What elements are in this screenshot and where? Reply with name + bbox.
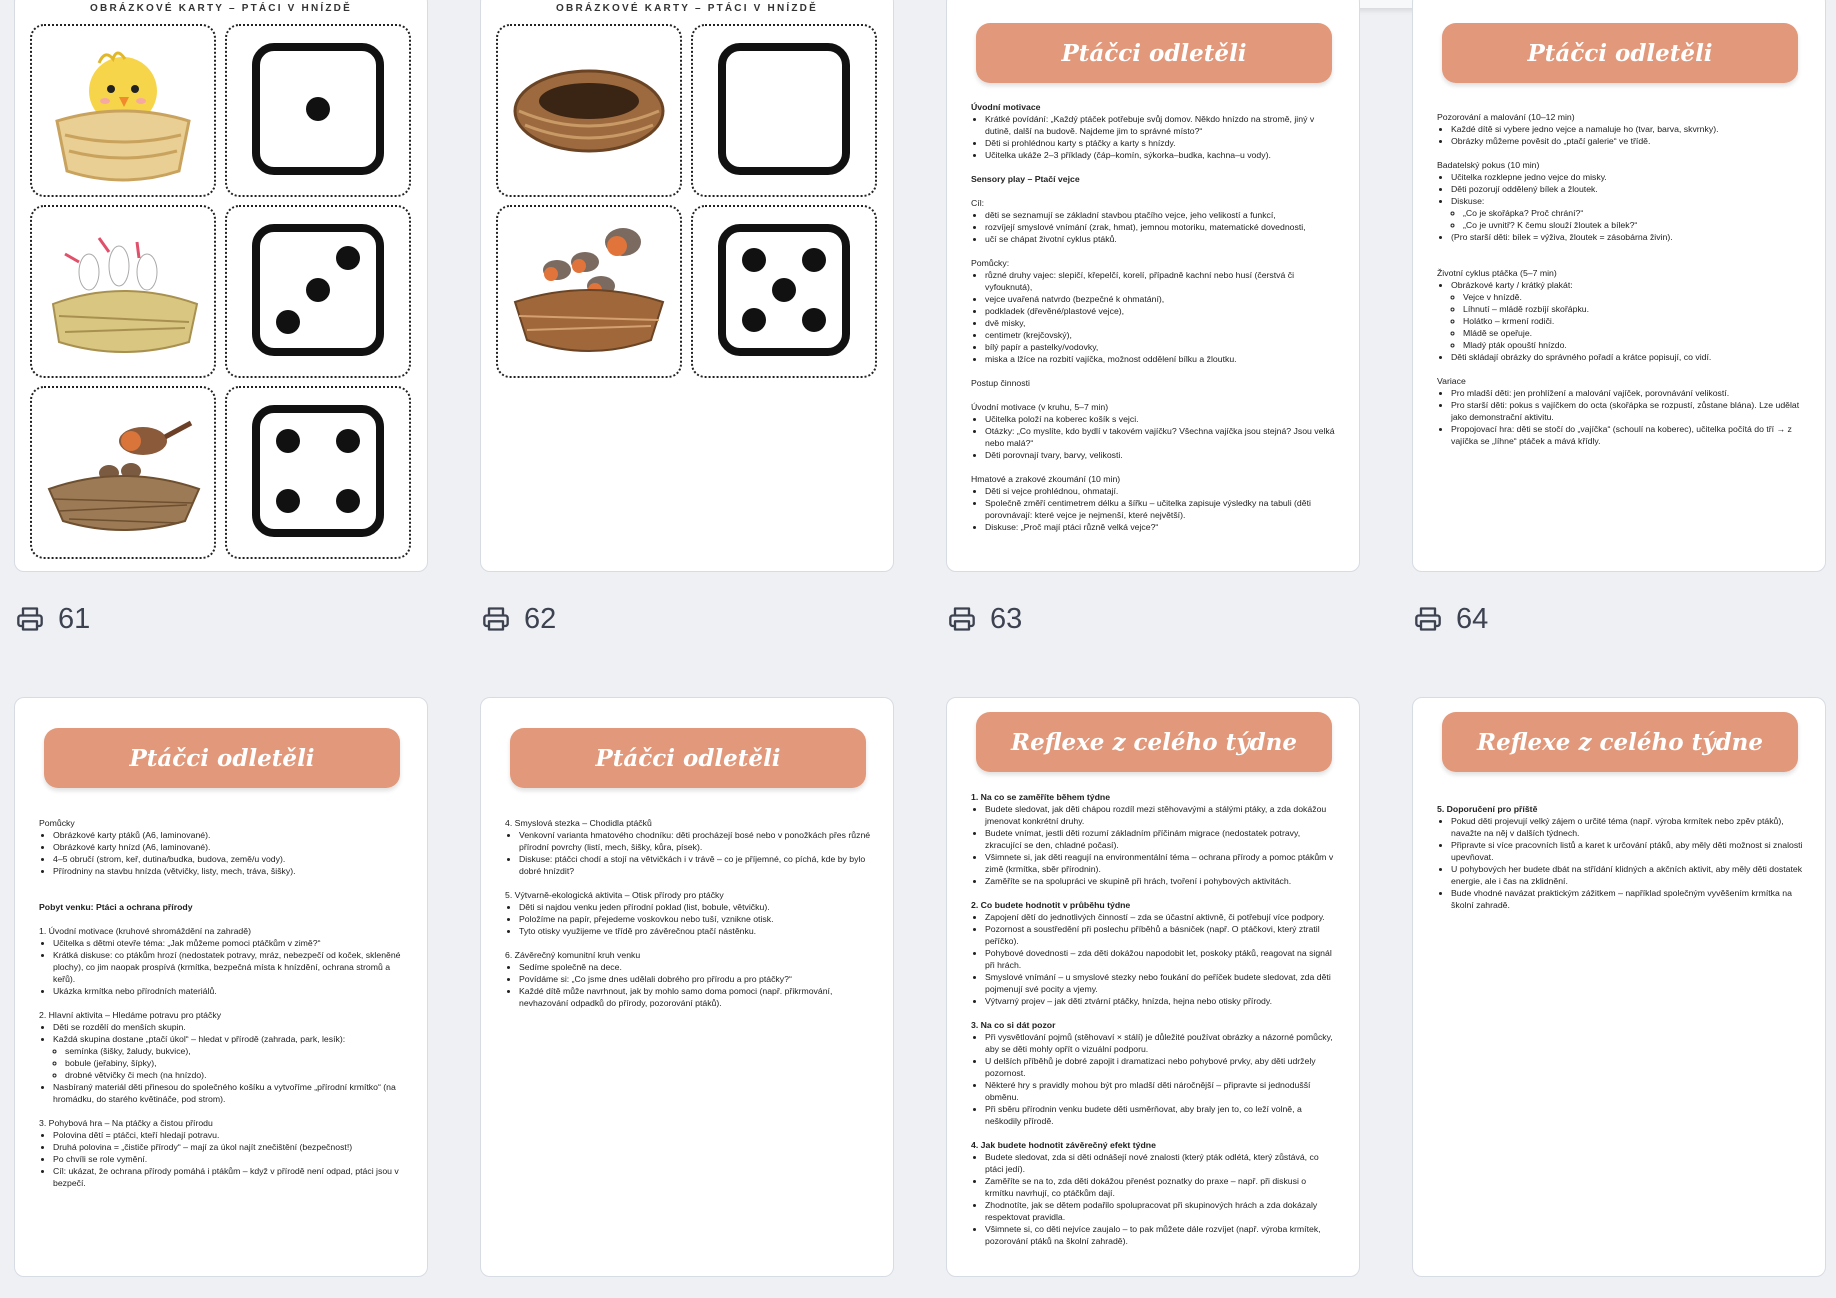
printer-icon xyxy=(948,605,976,633)
list-item: • Tyto otisky využijeme ve třídě pro závěrečnou ptačí nástěnku. xyxy=(519,925,871,937)
section-heading: Úvodní motivace xyxy=(971,102,1041,112)
section-heading: 5. Doporučení pro příště xyxy=(1437,804,1538,814)
list-item xyxy=(53,1033,405,1081)
list-item: • Zaměříte se na spolupráci ve skupině při hrách, tvoření i pohybových aktivitách. xyxy=(985,875,1337,887)
card-storks-in-nest xyxy=(30,205,216,378)
page-number-61[interactable] xyxy=(16,599,90,639)
paragraph: 5. Výtvarně-ekologická aktivita – Otisk přírody pro ptáčky xyxy=(505,890,724,900)
list-item: • Po chvíli se role vymění. xyxy=(53,1153,405,1165)
paragraph: 3. Pohybová hra – Na ptáčky a čistou přírodu xyxy=(39,1118,213,1128)
list-item: • děti se seznamují se základní stavbou ptačího vejce, jeho velikostí a funkcí, xyxy=(985,209,1337,221)
list-item xyxy=(1451,279,1803,351)
list-item: • Budete vnímat, jestli děti rozumí základním příčinám migrace (nedostatek potravy, zkracující se den, chladné počasí). xyxy=(985,827,1337,851)
page-number-62[interactable] xyxy=(482,599,556,639)
paragraph: 1. Úvodní motivace (kruhové shromáždění na zahradě) xyxy=(39,926,251,936)
page-thumbnail-62[interactable] xyxy=(480,0,894,572)
list-item: • Pro mladší děti: jen prohlížení a malování vajíček, porovnávání velikostí. xyxy=(1451,387,1803,399)
page-number-label: 64 xyxy=(1456,602,1489,635)
page-banner: Ptáčci odletěli xyxy=(1442,23,1798,83)
list-item xyxy=(1451,195,1803,231)
list-item: • Polovina dětí = ptáčci, kteří hledají potravu. xyxy=(53,1129,405,1141)
list-item: ◦ Mládě se opeřuje. xyxy=(1463,327,1803,339)
card-robins-on-nest xyxy=(496,205,682,378)
list-item: • Učitelka ukáže 2–3 příklady (čáp–komín, sýkorka–budka, kachna–u vody). xyxy=(985,149,1337,161)
page-banner: Ptáčci odletěli xyxy=(44,728,400,788)
bullet-list xyxy=(971,911,1337,1007)
list-item: • centimetr (krejčovský), xyxy=(985,329,1337,341)
page-thumbnail-65[interactable] xyxy=(14,697,428,1277)
list-item: • Každé dítě si vybere jedno vejce a namaluje ho (tvar, barva, skvrnky). xyxy=(1451,123,1803,135)
list-item-text: Diskuse: xyxy=(1451,196,1485,206)
page-body xyxy=(505,817,871,1009)
page-thumbnail-63[interactable] xyxy=(946,0,1360,572)
paragraph: Cíl: xyxy=(971,198,985,208)
list-item: • 4–5 obručí (strom, keř, dutina/budka, budova, země/u vody). xyxy=(53,853,405,865)
list-item: ◦ drobné větvičky či mech (na hnízdo). xyxy=(65,1069,405,1081)
card-robin-nest-chicks xyxy=(30,386,216,559)
empty-nest-illustration xyxy=(505,31,673,191)
page-body xyxy=(39,817,405,1189)
list-item: • Děti skládají obrázky do správného pořadí a krátce popisují, co vidí. xyxy=(1451,351,1803,363)
list-item: • U delších příběhů je dobré zapojit i dramatizaci nebo pohybové prvky, aby děti udržely pozornost. xyxy=(985,1055,1337,1079)
list-item: • Cíl: ukázat, že ochrana přírody pomáhá i ptákům – když v přírodě není odpad, ptáci jsou v bezpečí. xyxy=(53,1165,405,1189)
page-number-label: 62 xyxy=(524,602,557,635)
section-heading: 1. Na co se zaměříte během týdne xyxy=(971,792,1111,802)
section-heading: Pobyt venku: Ptáci a ochrana přírody xyxy=(39,902,193,912)
bullet-list xyxy=(39,1129,405,1189)
dice-empty-icon xyxy=(700,31,868,191)
paragraph: Pomůcky xyxy=(39,818,75,828)
bullet-list xyxy=(1437,815,1803,911)
list-item: • Otázky: „Co myslíte, kdo bydlí v takovém vajíčku? Všechna vajíčka jsou stejná? Jsou velká nebo malá?“ xyxy=(985,425,1337,449)
bullet-list xyxy=(971,1031,1337,1127)
bullet-list xyxy=(971,113,1337,161)
section-heading: 3. Na co si dát pozor xyxy=(971,1020,1056,1030)
card-dice-3 xyxy=(225,205,411,378)
list-item: • Položíme na papír, přejedeme voskovkou nebo tuší, vznikne otisk. xyxy=(519,913,871,925)
list-item: • Při sběru přírodnin venku budete děti usměrňovat, aby braly jen to, co leží volně, a neškodily přírodě. xyxy=(985,1103,1337,1127)
paragraph: Badatelský pokus (10 min) xyxy=(1437,160,1540,170)
page-kicker: OBRÁZKOVÉ KARTY – PTÁCI V HNÍZDĚ xyxy=(90,3,352,14)
list-item: • Obrázkové karty hnízd (A6, laminované). xyxy=(53,841,405,853)
list-item: • Výtvarný projev – jak děti ztvární ptáčky, hnízda, hejna nebo otisky přírody. xyxy=(985,995,1337,1007)
list-item: • Společně změří centimetrem délku a šířku – učitelka zapisuje výsledky na tabuli (děti porovnávají: které vejce je nejmenší, které největší). xyxy=(985,497,1337,521)
bullet-list xyxy=(971,1151,1337,1247)
list-item: • různé druhy vajec: slepičí, křepelčí, korelí, případně kachní nebo husí (čerstvá či vyfouknutá), xyxy=(985,269,1337,293)
list-item: • Učitelka rozklepne jedno vejce do misky. xyxy=(1451,171,1803,183)
paragraph: Variace xyxy=(1437,376,1466,386)
bullet-list xyxy=(505,961,871,1009)
list-item: • Učitelka s dětmi otevře téma: „Jak můžeme pomoci ptáčkům v zimě?“ xyxy=(53,937,405,949)
page-body xyxy=(971,791,1337,1247)
paragraph: Úvodní motivace (v kruhu, 5–7 min) xyxy=(971,402,1109,412)
list-item: • Všimnete si, co děti nejvíce zaujalo – to pak můžete dále rozvíjet (např. výroba krmítek, pozorování ptáků na školní zahradě). xyxy=(985,1223,1337,1247)
list-item: • Některé hry s pravidly mohou být pro mladší děti náročnější – připravte si jednodušší obměnu. xyxy=(985,1079,1337,1103)
list-item: • Děti pozorují oddělený bílek a žloutek. xyxy=(1451,183,1803,195)
page-number-label: 63 xyxy=(990,602,1023,635)
card-dice-5 xyxy=(691,205,877,378)
list-item: • Při vysvětlování pojmů (stěhovaví × stálí) je důležité používat obrázky a názorné pomůcky, aby se děti mohly opřít o vizuální podporu. xyxy=(985,1031,1337,1055)
bullet-list xyxy=(971,413,1337,461)
bullet-list xyxy=(971,485,1337,533)
list-item: • U pohybových her budete dbát na střídání klidných a akčních aktivit, aby měly děti dostatek energie, ale i čas na zklidnění. xyxy=(1451,863,1803,887)
bullet-list xyxy=(505,829,871,877)
bullet-list xyxy=(971,803,1337,887)
robins-on-nest-illustration xyxy=(505,212,673,372)
page-banner: Reflexe z celého týdne xyxy=(976,712,1332,772)
list-item: ◦ Líhnutí – mládě rozbíjí skořápku. xyxy=(1463,303,1803,315)
bullet-list xyxy=(39,829,405,877)
list-item: • Diskuse: ptáčci chodí a stojí na větvičkách i v trávě – co je příjemné, co píchá, kde by bylo dobré hnízdit? xyxy=(519,853,871,877)
page-body xyxy=(971,101,1337,533)
paragraph: Hmatové a zrakové zkoumání (10 min) xyxy=(971,474,1121,484)
list-item: • Sedíme společně na dece. xyxy=(519,961,871,973)
list-item: ◦ bobule (jeřabiny, šípky), xyxy=(65,1057,405,1069)
list-item-text: Obrázkové karty / krátký plakát: xyxy=(1451,280,1573,290)
list-item: • učí se chápat životní cyklus ptáků. xyxy=(985,233,1337,245)
bullet-list xyxy=(1437,171,1803,243)
card-empty-nest xyxy=(496,24,682,197)
page-number-label: 61 xyxy=(58,602,91,635)
page-body xyxy=(1437,111,1803,447)
list-item: • Diskuse: „Proč mají ptáci různě velká vejce?“ xyxy=(985,521,1337,533)
list-item: • (Pro starší děti: bílek = výživa, žloutek = zásobárna živin). xyxy=(1451,231,1803,243)
card-dice-1 xyxy=(225,24,411,197)
bullet-list xyxy=(39,937,405,997)
page-number-64[interactable] xyxy=(1414,599,1488,639)
list-item: • Všimnete si, jak děti reagují na environmentální téma – ochrana přírody a pomoc ptákům v zimě (krmítka, sběr přírodnin). xyxy=(985,851,1337,875)
list-item: • Připravte si více pracovních listů a karet k určování ptáků, aby měly děti možnost si znalosti upevňovat. xyxy=(1451,839,1803,863)
list-item: ◦ „Co je uvnitř? K čemu slouží žloutek a bílek?“ xyxy=(1463,219,1803,231)
list-item: • Nasbíraný materiál děti přinesou do společného košíku a vytvoříme „přírodní krmítko“ (na hromádku, do starého květináče, pod strom). xyxy=(53,1081,405,1105)
list-item: • Děti porovnají tvary, barvy, velikosti. xyxy=(985,449,1337,461)
page-thumbnail-61[interactable] xyxy=(14,0,428,572)
paragraph: Životní cyklus ptáčka (5–7 min) xyxy=(1437,268,1557,278)
list-item: • Zapojení dětí do jednotlivých činností – zda se účastní aktivně, či potřebují více podpory. xyxy=(985,911,1337,923)
list-item: • Pokud děti projevují velký zájem o určité téma (např. výroba krmítek nebo zpěv ptáků), navažte na něj v dalších týdnech. xyxy=(1451,815,1803,839)
list-item: • bílý papír a pastelky/vodovky, xyxy=(985,341,1337,353)
robin-nest-chicks-illustration xyxy=(39,393,207,553)
card-grid xyxy=(496,24,877,378)
sub-list xyxy=(1451,207,1803,231)
list-item: • Každé dítě může navrhnout, jak by mohlo samo doma pomoci (např. přikrmování, nevhazování odpadků do přírody, pozorování ptáků). xyxy=(519,985,871,1009)
page-body xyxy=(1437,803,1803,911)
list-item: • Krátké povídání: „Každý ptáček potřebuje svůj domov. Někdo hnízdo na stromě, jiný v dutině, další na budově. Najdeme jim to správné místo?“ xyxy=(985,113,1337,137)
list-item: • rozvíjejí smyslové vnímání (zrak, hmat), jemnou motoriku, matematické dovednosti, xyxy=(985,221,1337,233)
page-thumbnail-68[interactable] xyxy=(1412,697,1826,1277)
paragraph: 2. Hlavní aktivita – Hledáme potravu pro ptáčky xyxy=(39,1010,222,1020)
card-dice-0 xyxy=(691,24,877,197)
list-item: • Děti si prohlédnou karty s ptáčky a karty s hnízdy. xyxy=(985,137,1337,149)
list-item: • Pro starší děti: pokus s vajíčkem do octa (skořápka se rozpustí, zůstane blána). Lze udělat jako demonstrační aktivitu. xyxy=(1451,399,1803,423)
bullet-list xyxy=(505,901,871,937)
page-banner: Reflexe z celého týdne xyxy=(1442,712,1798,772)
card-dice-4 xyxy=(225,386,411,559)
page-thumbnail-66[interactable] xyxy=(480,697,894,1277)
printer-icon xyxy=(16,605,44,633)
page-thumbnail-64[interactable] xyxy=(1412,0,1826,572)
list-item: • Smyslové vnímání – u smyslové stezky nebo foukání do peříček budete sledovat, zda děti pojmenují své pocity a vjemy. xyxy=(985,971,1337,995)
list-item: ◦ „Co je skořápka? Proč chrání?“ xyxy=(1463,207,1803,219)
paragraph: 4. Smyslová stezka – Chodidla ptáčků xyxy=(505,818,652,828)
list-item: ◦ semínka (šišky, žaludy, bukvice), xyxy=(65,1045,405,1057)
page-kicker: OBRÁZKOVÉ KARTY – PTÁCI V HNÍZDĚ xyxy=(556,3,818,14)
chick-in-nest-illustration xyxy=(39,31,207,191)
bullet-list xyxy=(971,209,1337,245)
paragraph: Pomůcky: xyxy=(971,258,1010,268)
dice-5-icon xyxy=(700,212,868,372)
list-item: • Budete sledovat, jak děti chápou rozdíl mezi stěhovavými a stálými ptáky, a zda dokážou jmenovat konkrétní druhy. xyxy=(985,803,1337,827)
card-grid xyxy=(30,24,411,559)
list-item: • Děti si vejce prohlédnou, ohmatají. xyxy=(985,485,1337,497)
page-banner: Ptáčci odletěli xyxy=(510,728,866,788)
list-item: • miska a lžíce na rozbití vajíčka, možnost oddělení bílku a žloutku. xyxy=(985,353,1337,365)
card-chick-in-nest xyxy=(30,24,216,197)
list-item: • Povídáme si: „Co jsme dnes udělali dobrého pro přírodu a pro ptáčky?“ xyxy=(519,973,871,985)
list-item: • Budete sledovat, zda si děti odnášejí nové znalosti (který pták odlétá, který zůstává, co ptáci jedí). xyxy=(985,1151,1337,1175)
section-heading: 2. Co budete hodnotit v průběhu týdne xyxy=(971,900,1131,910)
list-item: • Druhá polovina = „čističe přírody“ – mají za úkol najít znečištění (bezpečnost!) xyxy=(53,1141,405,1153)
list-item: • Krátká diskuse: co ptákům hrozí (nedostatek potravy, mráz, nebezpečí od koček, skleněné plochy), co jim naopak prospívá (krmítka, bezpečná místa k hnízdění, ochrana stromů a keřů). xyxy=(53,949,405,985)
sub-list xyxy=(53,1045,405,1081)
paragraph: Pozorování a malování (10–12 min) xyxy=(1437,112,1575,122)
list-item: • Venkovní varianta hmatového chodníku: děti procházejí bosé nebo v ponožkách přes různé přírodní povrchy (listí, mech, šišky, kůra, písek). xyxy=(519,829,871,853)
dice-4-icon xyxy=(234,393,402,553)
list-item: • Učitelka položí na koberec košík s vejci. xyxy=(985,413,1337,425)
page-banner: Ptáčci odletěli xyxy=(976,23,1332,83)
paragraph: Postup činnosti xyxy=(971,378,1030,388)
list-item: • vejce uvařená natvrdo (bezpečné k ohmatání), xyxy=(985,293,1337,305)
list-item: • Propojovací hra: děti se stočí do „vajíčka“ (schoulí na koberec), učitelka počítá do tří → z vajíčka se „líhne“ ptáček a mává křídly. xyxy=(1451,423,1803,447)
list-item: • Přírodniny na stavbu hnízda (větvičky, listy, mech, tráva, šišky). xyxy=(53,865,405,877)
bullet-list xyxy=(39,1021,405,1105)
list-item: ◦ Mladý pták opouští hnízdo. xyxy=(1463,339,1803,351)
list-item: • Pohybové dovednosti – zda děti dokážou napodobit let, poskoky ptáků, reagovat na signál při hrách. xyxy=(985,947,1337,971)
list-item: ◦ Vejce v hnízdě. xyxy=(1463,291,1803,303)
list-item: • Pozornost a soustředění při poslechu příběhů a básniček (např. O ptáčkovi, který ztratil peříčko). xyxy=(985,923,1337,947)
storks-in-nest-illustration xyxy=(39,212,207,372)
list-item: ◦ Holátko – krmení rodiči. xyxy=(1463,315,1803,327)
list-item: • Zaměříte se na to, zda děti dokážou přenést poznatky do praxe – např. při diskusi o krmítku navrhují, co ptáčkům dají. xyxy=(985,1175,1337,1199)
bullet-list xyxy=(1437,387,1803,447)
bullet-list xyxy=(1437,123,1803,147)
list-item: • Bude vhodné navázat praktickým zážitkem – například společným vyvěšením krmítka na školní zahradě. xyxy=(1451,887,1803,911)
printer-icon xyxy=(482,605,510,633)
dice-3-icon xyxy=(234,212,402,372)
list-item: • Zhodnotíte, jak se dětem podařilo spolupracovat při skupinových hrách a zda dokázaly respektovat pravidla. xyxy=(985,1199,1337,1223)
bullet-list xyxy=(971,269,1337,365)
dice-1-icon xyxy=(234,31,402,191)
list-item: • Ukázka krmítka nebo přírodních materiálů. xyxy=(53,985,405,997)
section-heading: 4. Jak budete hodnotit závěrečný efekt týdne xyxy=(971,1140,1156,1150)
section-heading: Sensory play – Ptačí vejce xyxy=(971,174,1080,184)
sub-list xyxy=(1451,291,1803,351)
list-item-text: Každá skupina dostane „ptačí úkol“ – hledat v přírodě (zahrada, park, lesík): xyxy=(53,1034,346,1044)
bullet-list xyxy=(1437,279,1803,363)
list-item: • podkladek (dřevěné/plastové vejce), xyxy=(985,305,1337,317)
page-thumbnail-67[interactable] xyxy=(946,697,1360,1277)
printer-icon xyxy=(1414,605,1442,633)
list-item: • Děti si najdou venku jeden přírodní poklad (list, bobule, větvičku). xyxy=(519,901,871,913)
list-item: • Děti se rozdělí do menších skupin. xyxy=(53,1021,405,1033)
page-number-63[interactable] xyxy=(948,599,1022,639)
paragraph: 6. Závěrečný komunitní kruh venku xyxy=(505,950,641,960)
list-item: • Obrázky můžeme pověsit do „ptačí galerie“ ve třídě. xyxy=(1451,135,1803,147)
list-item: • Obrázkové karty ptáků (A6, laminované). xyxy=(53,829,405,841)
list-item: • dvě misky, xyxy=(985,317,1337,329)
